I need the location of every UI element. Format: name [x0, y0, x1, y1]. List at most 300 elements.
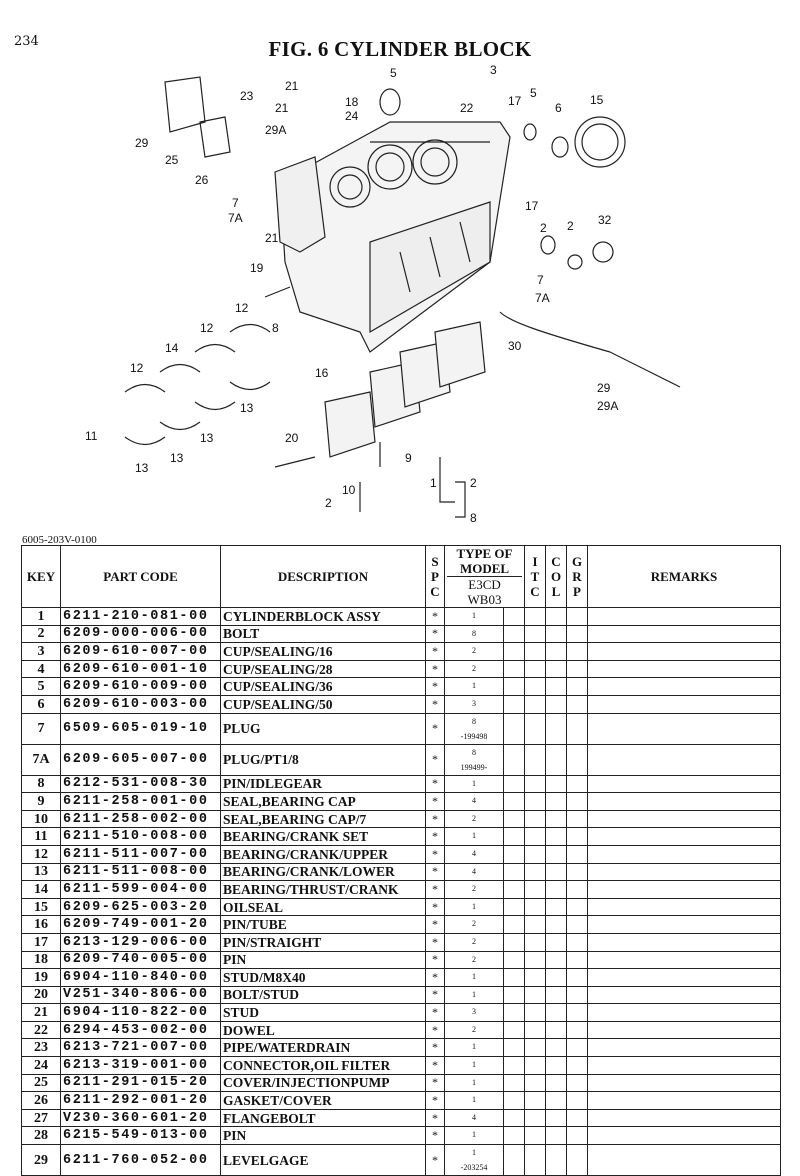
row-qty: 1 [445, 969, 504, 987]
table-row [22, 1074, 781, 1092]
row-grp [567, 881, 588, 899]
row-qty: 1 [445, 828, 504, 846]
row-description: BOLT/STUD [221, 986, 426, 1004]
diagram-label: 12 [200, 321, 214, 335]
row-grp [567, 951, 588, 969]
row-key: 4 [22, 660, 61, 678]
row-key: 8 [22, 775, 61, 793]
row-part-code: 6209-000-006-00 [61, 625, 221, 643]
row-qty: 3 [445, 695, 504, 713]
row-description: DOWEL [221, 1021, 426, 1039]
table-row [22, 1057, 781, 1075]
diagram-label: 1 [430, 476, 437, 490]
table-row [22, 625, 781, 643]
row-description: LEVELGAGE [221, 1145, 426, 1176]
header-spc: S P C [426, 546, 445, 608]
table-row [22, 828, 781, 846]
row-col [546, 1109, 567, 1127]
row-col [546, 608, 567, 626]
row-grp [567, 608, 588, 626]
table-row [22, 986, 781, 1004]
row-qty: 2 [445, 1021, 504, 1039]
row-grp [567, 713, 588, 744]
row-col [546, 881, 567, 899]
diagram-label: 6 [555, 101, 562, 115]
row-grp [567, 1021, 588, 1039]
row-description: CYLINDERBLOCK ASSY [221, 608, 426, 626]
row-key: 28 [22, 1127, 61, 1145]
table-row [22, 744, 781, 775]
diagram-label: 21 [275, 101, 289, 115]
row-key: 12 [22, 845, 61, 863]
row-description: CONNECTOR,OIL FILTER [221, 1057, 426, 1075]
row-spc: * [426, 933, 445, 951]
header-description: DESCRIPTION [221, 546, 426, 608]
row-key: 25 [22, 1074, 61, 1092]
diagram-label: 19 [250, 261, 264, 275]
row-itc [525, 793, 546, 811]
row-itc [525, 1127, 546, 1145]
row-spc: * [426, 1109, 445, 1127]
row-key: 26 [22, 1092, 61, 1110]
diagram-label: 7 [232, 196, 239, 210]
row-itc [525, 969, 546, 987]
parts-table [21, 545, 781, 1176]
row-remarks [588, 1074, 781, 1092]
row-qty: 4 [445, 863, 504, 881]
row-col [546, 660, 567, 678]
row-description: CUP/SEALING/16 [221, 643, 426, 661]
row-key: 9 [22, 793, 61, 811]
row-qty: 1 [445, 986, 504, 1004]
diagram-label: 8 [470, 511, 477, 525]
row-model-2 [504, 625, 525, 643]
row-model-2 [504, 845, 525, 863]
row-description: BOLT [221, 625, 426, 643]
row-grp [567, 1057, 588, 1075]
row-description: BEARING/CRANK/LOWER [221, 863, 426, 881]
header-remarks: REMARKS [588, 546, 781, 608]
row-qty: 8 -199498 [445, 713, 504, 744]
header-col: C O L [546, 546, 567, 608]
row-remarks [588, 1092, 781, 1110]
row-key: 2 [22, 625, 61, 643]
row-description: PLUG/PT1/8 [221, 744, 426, 775]
row-col [546, 898, 567, 916]
diagram-label: 2 [540, 221, 547, 235]
row-model-2 [504, 660, 525, 678]
row-col [546, 1074, 567, 1092]
row-part-code: 6211-210-081-00 [61, 608, 221, 626]
row-description: PIPE/WATERDRAIN [221, 1039, 426, 1057]
table-row [22, 845, 781, 863]
row-remarks [588, 695, 781, 713]
diagram-label: 29A [597, 399, 619, 413]
row-qty: 1 [445, 1039, 504, 1057]
row-itc [525, 1145, 546, 1176]
row-grp [567, 845, 588, 863]
diagram-label: 22 [460, 101, 474, 115]
row-part-code: 6211-291-015-20 [61, 1074, 221, 1092]
row-key: 20 [22, 986, 61, 1004]
row-col [546, 1145, 567, 1176]
diagram-label: 11 [85, 429, 98, 443]
row-part-code: 6211-258-001-00 [61, 793, 221, 811]
row-part-code: 6213-319-001-00 [61, 1057, 221, 1075]
row-part-code: 6215-549-013-00 [61, 1127, 221, 1145]
row-itc [525, 1109, 546, 1127]
row-qty: 3 [445, 1004, 504, 1022]
row-qty: 2 [445, 660, 504, 678]
row-remarks [588, 1145, 781, 1176]
row-part-code: 6209-610-003-00 [61, 695, 221, 713]
row-key: 3 [22, 643, 61, 661]
table-row [22, 1039, 781, 1057]
row-part-code: V230-360-601-20 [61, 1109, 221, 1127]
diagram-label: 8 [272, 321, 279, 335]
row-remarks [588, 1127, 781, 1145]
row-itc [525, 678, 546, 696]
row-spc: * [426, 643, 445, 661]
table-row [22, 810, 781, 828]
diagram-label: 7A [228, 211, 243, 225]
row-model-2 [504, 898, 525, 916]
diagram-label: 17 [525, 199, 539, 213]
row-itc [525, 933, 546, 951]
row-part-code: 6211-292-001-20 [61, 1092, 221, 1110]
row-qty: 1 [445, 1092, 504, 1110]
row-key: 10 [22, 810, 61, 828]
row-remarks [588, 845, 781, 863]
row-description: COVER/INJECTIONPUMP [221, 1074, 426, 1092]
row-remarks [588, 643, 781, 661]
row-spc: * [426, 1057, 445, 1075]
row-col [546, 775, 567, 793]
row-qty: 2 [445, 643, 504, 661]
diagram-label: 9 [405, 451, 412, 465]
row-spc: * [426, 986, 445, 1004]
diagram-label: 24 [345, 109, 359, 123]
row-itc [525, 898, 546, 916]
row-grp [567, 1145, 588, 1176]
row-model-2 [504, 969, 525, 987]
row-part-code: 6904-110-840-00 [61, 969, 221, 987]
row-col [546, 916, 567, 934]
table-row [22, 793, 781, 811]
row-model-2 [504, 744, 525, 775]
row-remarks [588, 863, 781, 881]
row-part-code: 6211-258-002-00 [61, 810, 221, 828]
row-grp [567, 660, 588, 678]
row-qty: 1 [445, 1074, 504, 1092]
row-remarks [588, 1039, 781, 1057]
row-remarks [588, 744, 781, 775]
row-spc: * [426, 845, 445, 863]
row-grp [567, 969, 588, 987]
row-key: 13 [22, 863, 61, 881]
row-qty: 2 [445, 810, 504, 828]
diagram-label: 13 [240, 401, 254, 415]
table-row [22, 713, 781, 744]
diagram-label: 2 [325, 496, 332, 510]
row-remarks [588, 810, 781, 828]
table-row [22, 660, 781, 678]
row-spc: * [426, 1092, 445, 1110]
row-model-2 [504, 1127, 525, 1145]
diagram-label: 18 [345, 95, 359, 109]
row-grp [567, 933, 588, 951]
row-col [546, 793, 567, 811]
row-part-code: 6209-749-001-20 [61, 916, 221, 934]
row-remarks [588, 713, 781, 744]
diagram-label: 16 [315, 366, 329, 380]
row-col [546, 1004, 567, 1022]
row-part-code: 6211-510-008-00 [61, 828, 221, 846]
row-part-code: 6211-760-052-00 [61, 1145, 221, 1176]
row-model-2 [504, 933, 525, 951]
row-col [546, 1039, 567, 1057]
row-col [546, 1021, 567, 1039]
diagram-label: 13 [170, 451, 184, 465]
row-part-code: 6213-721-007-00 [61, 1039, 221, 1057]
diagram-label: 17 [508, 94, 522, 108]
row-part-code: 6211-511-007-00 [61, 845, 221, 863]
row-col [546, 810, 567, 828]
row-remarks [588, 1021, 781, 1039]
row-model-2 [504, 608, 525, 626]
exploded-diagram [70, 62, 740, 532]
row-remarks [588, 898, 781, 916]
row-qty: 1 [445, 678, 504, 696]
row-description: SEAL,BEARING CAP/7 [221, 810, 426, 828]
row-part-code: 6209-740-005-00 [61, 951, 221, 969]
row-key: 16 [22, 916, 61, 934]
row-key: 14 [22, 881, 61, 899]
diagram-label: 29 [135, 136, 149, 150]
row-itc [525, 1074, 546, 1092]
row-grp [567, 828, 588, 846]
row-itc [525, 608, 546, 626]
row-itc [525, 1092, 546, 1110]
row-spc: * [426, 744, 445, 775]
row-key: 18 [22, 951, 61, 969]
row-model-2 [504, 793, 525, 811]
row-itc [525, 845, 546, 863]
row-description: STUD [221, 1004, 426, 1022]
row-description: CUP/SEALING/36 [221, 678, 426, 696]
row-itc [525, 1004, 546, 1022]
row-col [546, 1092, 567, 1110]
row-grp [567, 1092, 588, 1110]
row-col [546, 678, 567, 696]
row-part-code: 6509-605-019-10 [61, 713, 221, 744]
row-qty: 1 [445, 608, 504, 626]
diagram-label: 7 [537, 273, 544, 287]
row-spc: * [426, 1021, 445, 1039]
diagram-label: 3 [490, 63, 497, 77]
row-remarks [588, 986, 781, 1004]
row-grp [567, 678, 588, 696]
row-model-2 [504, 1021, 525, 1039]
row-qty: 2 [445, 916, 504, 934]
diagram-label: 2 [567, 219, 574, 233]
row-spc: * [426, 863, 445, 881]
diagram-label: 13 [135, 461, 149, 475]
row-description: PIN [221, 951, 426, 969]
row-key: 17 [22, 933, 61, 951]
row-spc: * [426, 678, 445, 696]
row-key: 11 [22, 828, 61, 846]
row-itc [525, 986, 546, 1004]
diagram-label: 7A [535, 291, 550, 305]
row-spc: * [426, 713, 445, 744]
document-code: 6005-203V-0100 [22, 534, 97, 546]
row-grp [567, 1004, 588, 1022]
table-row [22, 1145, 781, 1176]
row-model-2 [504, 775, 525, 793]
row-part-code: 6211-511-008-00 [61, 863, 221, 881]
row-spc: * [426, 775, 445, 793]
row-col [546, 643, 567, 661]
row-description: PIN/STRAIGHT [221, 933, 426, 951]
row-description: CUP/SEALING/28 [221, 660, 426, 678]
row-description: BEARING/CRANK SET [221, 828, 426, 846]
row-col [546, 695, 567, 713]
row-spc: * [426, 695, 445, 713]
row-itc [525, 643, 546, 661]
row-col [546, 744, 567, 775]
row-qty: 8 199499- [445, 744, 504, 775]
row-remarks [588, 916, 781, 934]
row-spc: * [426, 898, 445, 916]
row-description: OILSEAL [221, 898, 426, 916]
row-part-code: 6209-610-009-00 [61, 678, 221, 696]
row-col [546, 986, 567, 1004]
header-key: KEY [22, 546, 61, 608]
row-qty: 4 [445, 793, 504, 811]
row-part-code: 6211-599-004-00 [61, 881, 221, 899]
row-remarks [588, 951, 781, 969]
table-row [22, 643, 781, 661]
row-itc [525, 775, 546, 793]
row-model-2 [504, 713, 525, 744]
diagram-label: 12 [235, 301, 249, 315]
header-itc: I T C [525, 546, 546, 608]
row-grp [567, 775, 588, 793]
row-key: 23 [22, 1039, 61, 1057]
diagram-label: 29 [597, 381, 611, 395]
row-remarks [588, 933, 781, 951]
row-spc: * [426, 1145, 445, 1176]
row-itc [525, 881, 546, 899]
row-itc [525, 625, 546, 643]
row-grp [567, 625, 588, 643]
row-model-2 [504, 1092, 525, 1110]
row-model-2 [504, 916, 525, 934]
table-row [22, 916, 781, 934]
row-part-code: 6213-129-006-00 [61, 933, 221, 951]
table-row [22, 933, 781, 951]
row-key: 15 [22, 898, 61, 916]
table-row [22, 678, 781, 696]
row-part-code: V251-340-806-00 [61, 986, 221, 1004]
table-row [22, 608, 781, 626]
row-spc: * [426, 793, 445, 811]
row-itc [525, 744, 546, 775]
row-qty: 1 [445, 775, 504, 793]
diagram-label: 29A [265, 123, 287, 137]
row-remarks [588, 969, 781, 987]
row-description: CUP/SEALING/50 [221, 695, 426, 713]
row-description: PIN [221, 1127, 426, 1145]
row-qty: 1 [445, 1127, 504, 1145]
row-spc: * [426, 660, 445, 678]
row-spc: * [426, 1004, 445, 1022]
row-grp [567, 1127, 588, 1145]
diagram-label: 15 [590, 93, 604, 107]
row-spc: * [426, 1039, 445, 1057]
row-part-code: 6209-610-007-00 [61, 643, 221, 661]
table-row [22, 1127, 781, 1145]
row-part-code: 6209-610-001-10 [61, 660, 221, 678]
diagram-label: 26 [195, 173, 209, 187]
row-grp [567, 1109, 588, 1127]
row-description: BEARING/THRUST/CRANK [221, 881, 426, 899]
row-model-2 [504, 810, 525, 828]
row-itc [525, 1039, 546, 1057]
diagram-label: 10 [342, 483, 356, 497]
diagram-label: 23 [240, 89, 254, 103]
row-col [546, 933, 567, 951]
row-key: 24 [22, 1057, 61, 1075]
row-key: 1 [22, 608, 61, 626]
row-remarks [588, 1057, 781, 1075]
table-row [22, 951, 781, 969]
row-remarks [588, 678, 781, 696]
row-model-2 [504, 678, 525, 696]
row-grp [567, 695, 588, 713]
row-remarks [588, 828, 781, 846]
row-spc: * [426, 1074, 445, 1092]
row-model-2 [504, 1039, 525, 1057]
page-number: 234 [14, 34, 39, 49]
row-description: STUD/M8X40 [221, 969, 426, 987]
diagram-label: 21 [285, 79, 299, 93]
table-row [22, 775, 781, 793]
diagram-label: 20 [285, 431, 299, 445]
row-part-code: 6209-605-007-00 [61, 744, 221, 775]
row-model-2 [504, 1145, 525, 1176]
table-row [22, 1092, 781, 1110]
row-key: 22 [22, 1021, 61, 1039]
row-remarks [588, 881, 781, 899]
row-description: GASKET/COVER [221, 1092, 426, 1110]
row-model-2 [504, 1004, 525, 1022]
row-qty: 4 [445, 1109, 504, 1127]
row-model-2 [504, 1109, 525, 1127]
row-grp [567, 863, 588, 881]
row-qty: 8 [445, 625, 504, 643]
diagram-label: 5 [530, 86, 537, 100]
row-remarks [588, 660, 781, 678]
table-row [22, 1021, 781, 1039]
row-col [546, 951, 567, 969]
row-model-2 [504, 1057, 525, 1075]
figure-title: FIG. 6 CYLINDER BLOCK [268, 37, 532, 61]
row-description: BEARING/CRANK/UPPER [221, 845, 426, 863]
row-key: 5 [22, 678, 61, 696]
row-grp [567, 898, 588, 916]
